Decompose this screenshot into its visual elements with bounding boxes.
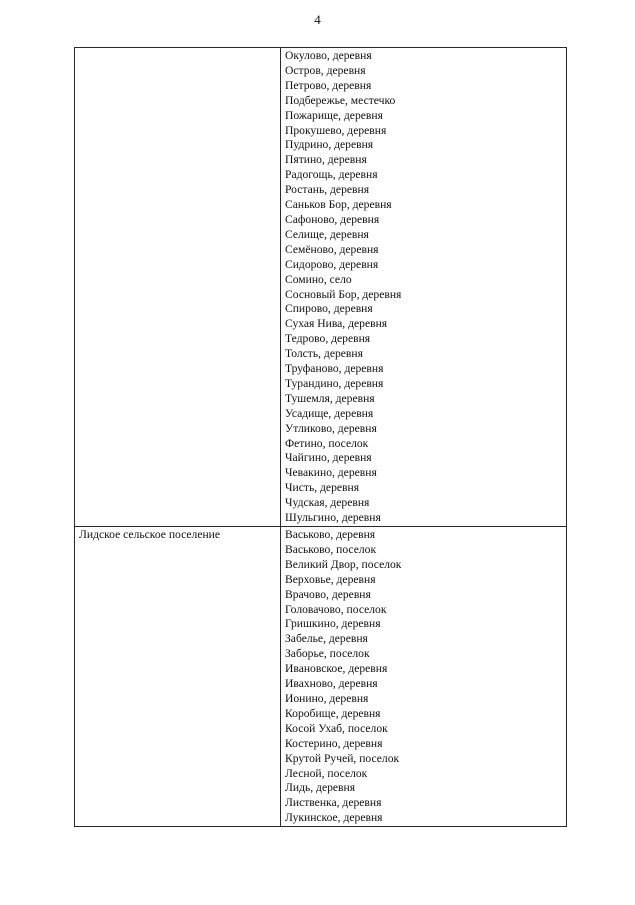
localities-cell: [281, 527, 567, 827]
list-item: Чудская, деревня: [285, 496, 370, 510]
list-item: Сухая Нива, деревня: [285, 317, 388, 331]
settlements-table: [74, 47, 567, 827]
list-item: Чисть, деревня: [285, 481, 360, 495]
list-item: Толсть, деревня: [285, 347, 363, 361]
list-item: Пудрино, деревня: [285, 138, 374, 152]
list-item: Лиственка, деревня: [285, 796, 382, 810]
settlement-cell: [75, 48, 281, 527]
localities-list: [281, 527, 566, 826]
list-item: Костерино, деревня: [285, 736, 383, 750]
list-item: Чевакино, деревня: [285, 466, 377, 480]
list-item: Великий Двор, поселок: [285, 557, 402, 571]
settlement-name: [75, 48, 280, 49]
list-item: Труфаново, деревня: [285, 362, 384, 376]
list-item: Чайгино, деревня: [285, 451, 372, 465]
settlement-name: Лидское сельское поселение: [79, 528, 221, 541]
list-item: Турандино, деревня: [285, 376, 384, 390]
list-item: Лукинское, деревня: [285, 811, 383, 825]
list-item: Ивановское, деревня: [285, 662, 388, 676]
list-item: Ростань, деревня: [285, 183, 370, 197]
list-item: Сомино, село: [285, 272, 352, 286]
list-item: Верховье, деревня: [285, 572, 376, 586]
table-row: [75, 527, 567, 827]
list-item: Семёново, деревня: [285, 242, 379, 256]
list-item: Лесной, поселок: [285, 766, 368, 780]
list-item: Гришкино, деревня: [285, 617, 381, 631]
settlement-cell: [75, 527, 281, 827]
localities-list: [281, 48, 566, 526]
list-item: Сидорово, деревня: [285, 257, 379, 271]
list-item: Подбережье, местечко: [285, 93, 396, 107]
list-item: Ионино, деревня: [285, 691, 369, 705]
list-item: Утликово, деревня: [285, 421, 377, 435]
list-item: Пожарище, деревня: [285, 108, 383, 122]
page-number: 4: [314, 12, 321, 27]
list-item: Селище, деревня: [285, 227, 369, 241]
list-item: Головачово, поселок: [285, 602, 387, 616]
list-item: Окулово, деревня: [285, 49, 372, 62]
list-item: Васьково, деревня: [285, 528, 376, 541]
list-item: Забелье, деревня: [285, 632, 368, 646]
list-item: Прокушево, деревня: [285, 123, 387, 137]
list-item: Косой Ухаб, поселок: [285, 721, 388, 735]
list-item: Васьково, поселок: [285, 542, 377, 556]
list-item: Лидь, деревня: [285, 781, 356, 795]
localities-cell: [281, 48, 567, 527]
list-item: Сосновый Бор, деревня: [285, 287, 402, 301]
list-item: Пятино, деревня: [285, 153, 367, 167]
list-item: Шульгино, деревня: [285, 511, 381, 525]
list-item: Ивахново, деревня: [285, 677, 378, 691]
list-item: Заборье, поселок: [285, 647, 370, 661]
list-item: Сафоново, деревня: [285, 212, 380, 226]
list-item: Радогощь, деревня: [285, 168, 378, 182]
list-item: Остров, деревня: [285, 63, 366, 77]
list-item: Врачово, деревня: [285, 587, 371, 601]
list-item: Усадище, деревня: [285, 406, 374, 420]
list-item: Тедрово, деревня: [285, 332, 371, 346]
list-item: Фетино, поселок: [285, 436, 369, 450]
list-item: Саньков Бор, деревня: [285, 198, 392, 212]
list-item: Коробище, деревня: [285, 706, 381, 720]
list-item: Тушемля, деревня: [285, 391, 375, 405]
table-row: [75, 48, 567, 527]
list-item: Петрово, деревня: [285, 78, 372, 92]
list-item: Спирово, деревня: [285, 302, 373, 316]
list-item: Крутой Ручей, поселок: [285, 751, 400, 765]
